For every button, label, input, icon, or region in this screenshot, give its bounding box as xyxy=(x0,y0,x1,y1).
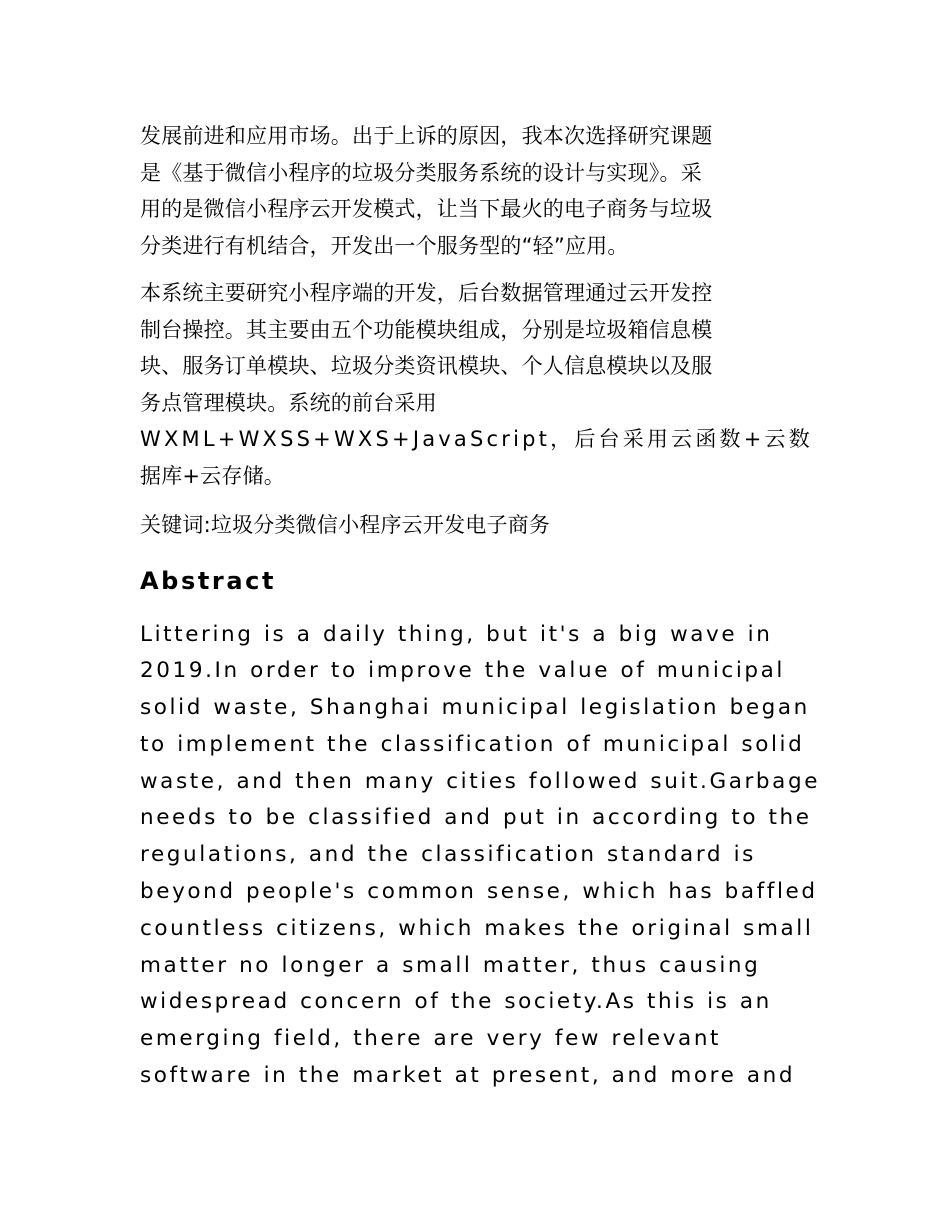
text-line: beyond people's common sense, which has baffled xyxy=(140,879,818,905)
text-line: widespread concern of the society.As this is an xyxy=(140,989,772,1015)
abstract-heading: Abstract xyxy=(140,566,277,595)
text-line: Littering is a daily thing, but it's a big wave in xyxy=(140,621,773,647)
abstract-paragraph xyxy=(140,617,821,1095)
text-line: countless citizens, which makes the original small xyxy=(140,915,814,941)
text-line: to implement the classification of municipal solid xyxy=(140,731,805,757)
text-line: 本系统主要研究小程序端的开发，后台数据管理通过云开发控 xyxy=(140,281,713,305)
keywords-line: 关键词:垃圾分类微信小程序云开发电子商务 xyxy=(140,513,551,537)
text-line: 据库+云存储。 xyxy=(140,463,285,488)
text-line: 务点管理模块。系统的前台采用 xyxy=(140,390,437,415)
text-line: solid waste, Shanghai municipal legislation began xyxy=(140,695,810,721)
text-line: 块、服务订单模块、垃圾分类资讯模块、个人信息模块以及服 xyxy=(140,354,713,378)
text-line: 用的是微信小程序云开发模式，让当下最火的电子商务与垃圾 xyxy=(140,197,713,221)
text-line: software in the market at present, and more and xyxy=(140,1063,796,1089)
text-line: 分类进行有机结合，开发出一个服务型的“轻”应用。 xyxy=(140,233,629,258)
document-page xyxy=(140,118,821,1095)
text-line: emerging field, there are very few relevant xyxy=(140,1026,722,1052)
text-line: 2019.In order to improve the value of municipal xyxy=(140,658,786,684)
text-line: 制台操控。其主要由五个功能模块组成，分别是垃圾箱信息模 xyxy=(140,317,713,342)
system-description-paragraph xyxy=(140,275,813,494)
text-line: needs to be classified and put in according to the xyxy=(140,805,812,831)
text-line: 发展前进和应用市场。出于上诉的原因，我本次选择研究课题 xyxy=(140,124,713,148)
text-line: waste, and then many cities followed suit.Garbage xyxy=(140,768,821,794)
text-line: 是《基于微信小程序的垃圾分类服务系统的设计与实现》。采 xyxy=(140,160,702,185)
text-line: matter no longer a small matter, thus causing xyxy=(140,952,761,978)
intro-paragraph xyxy=(140,118,802,264)
text-line: regulations, and the classification standard is xyxy=(140,842,756,868)
text-line: WXML+WXSS+WXS+JavaScript，后台采用云函数+云数 xyxy=(140,427,813,451)
